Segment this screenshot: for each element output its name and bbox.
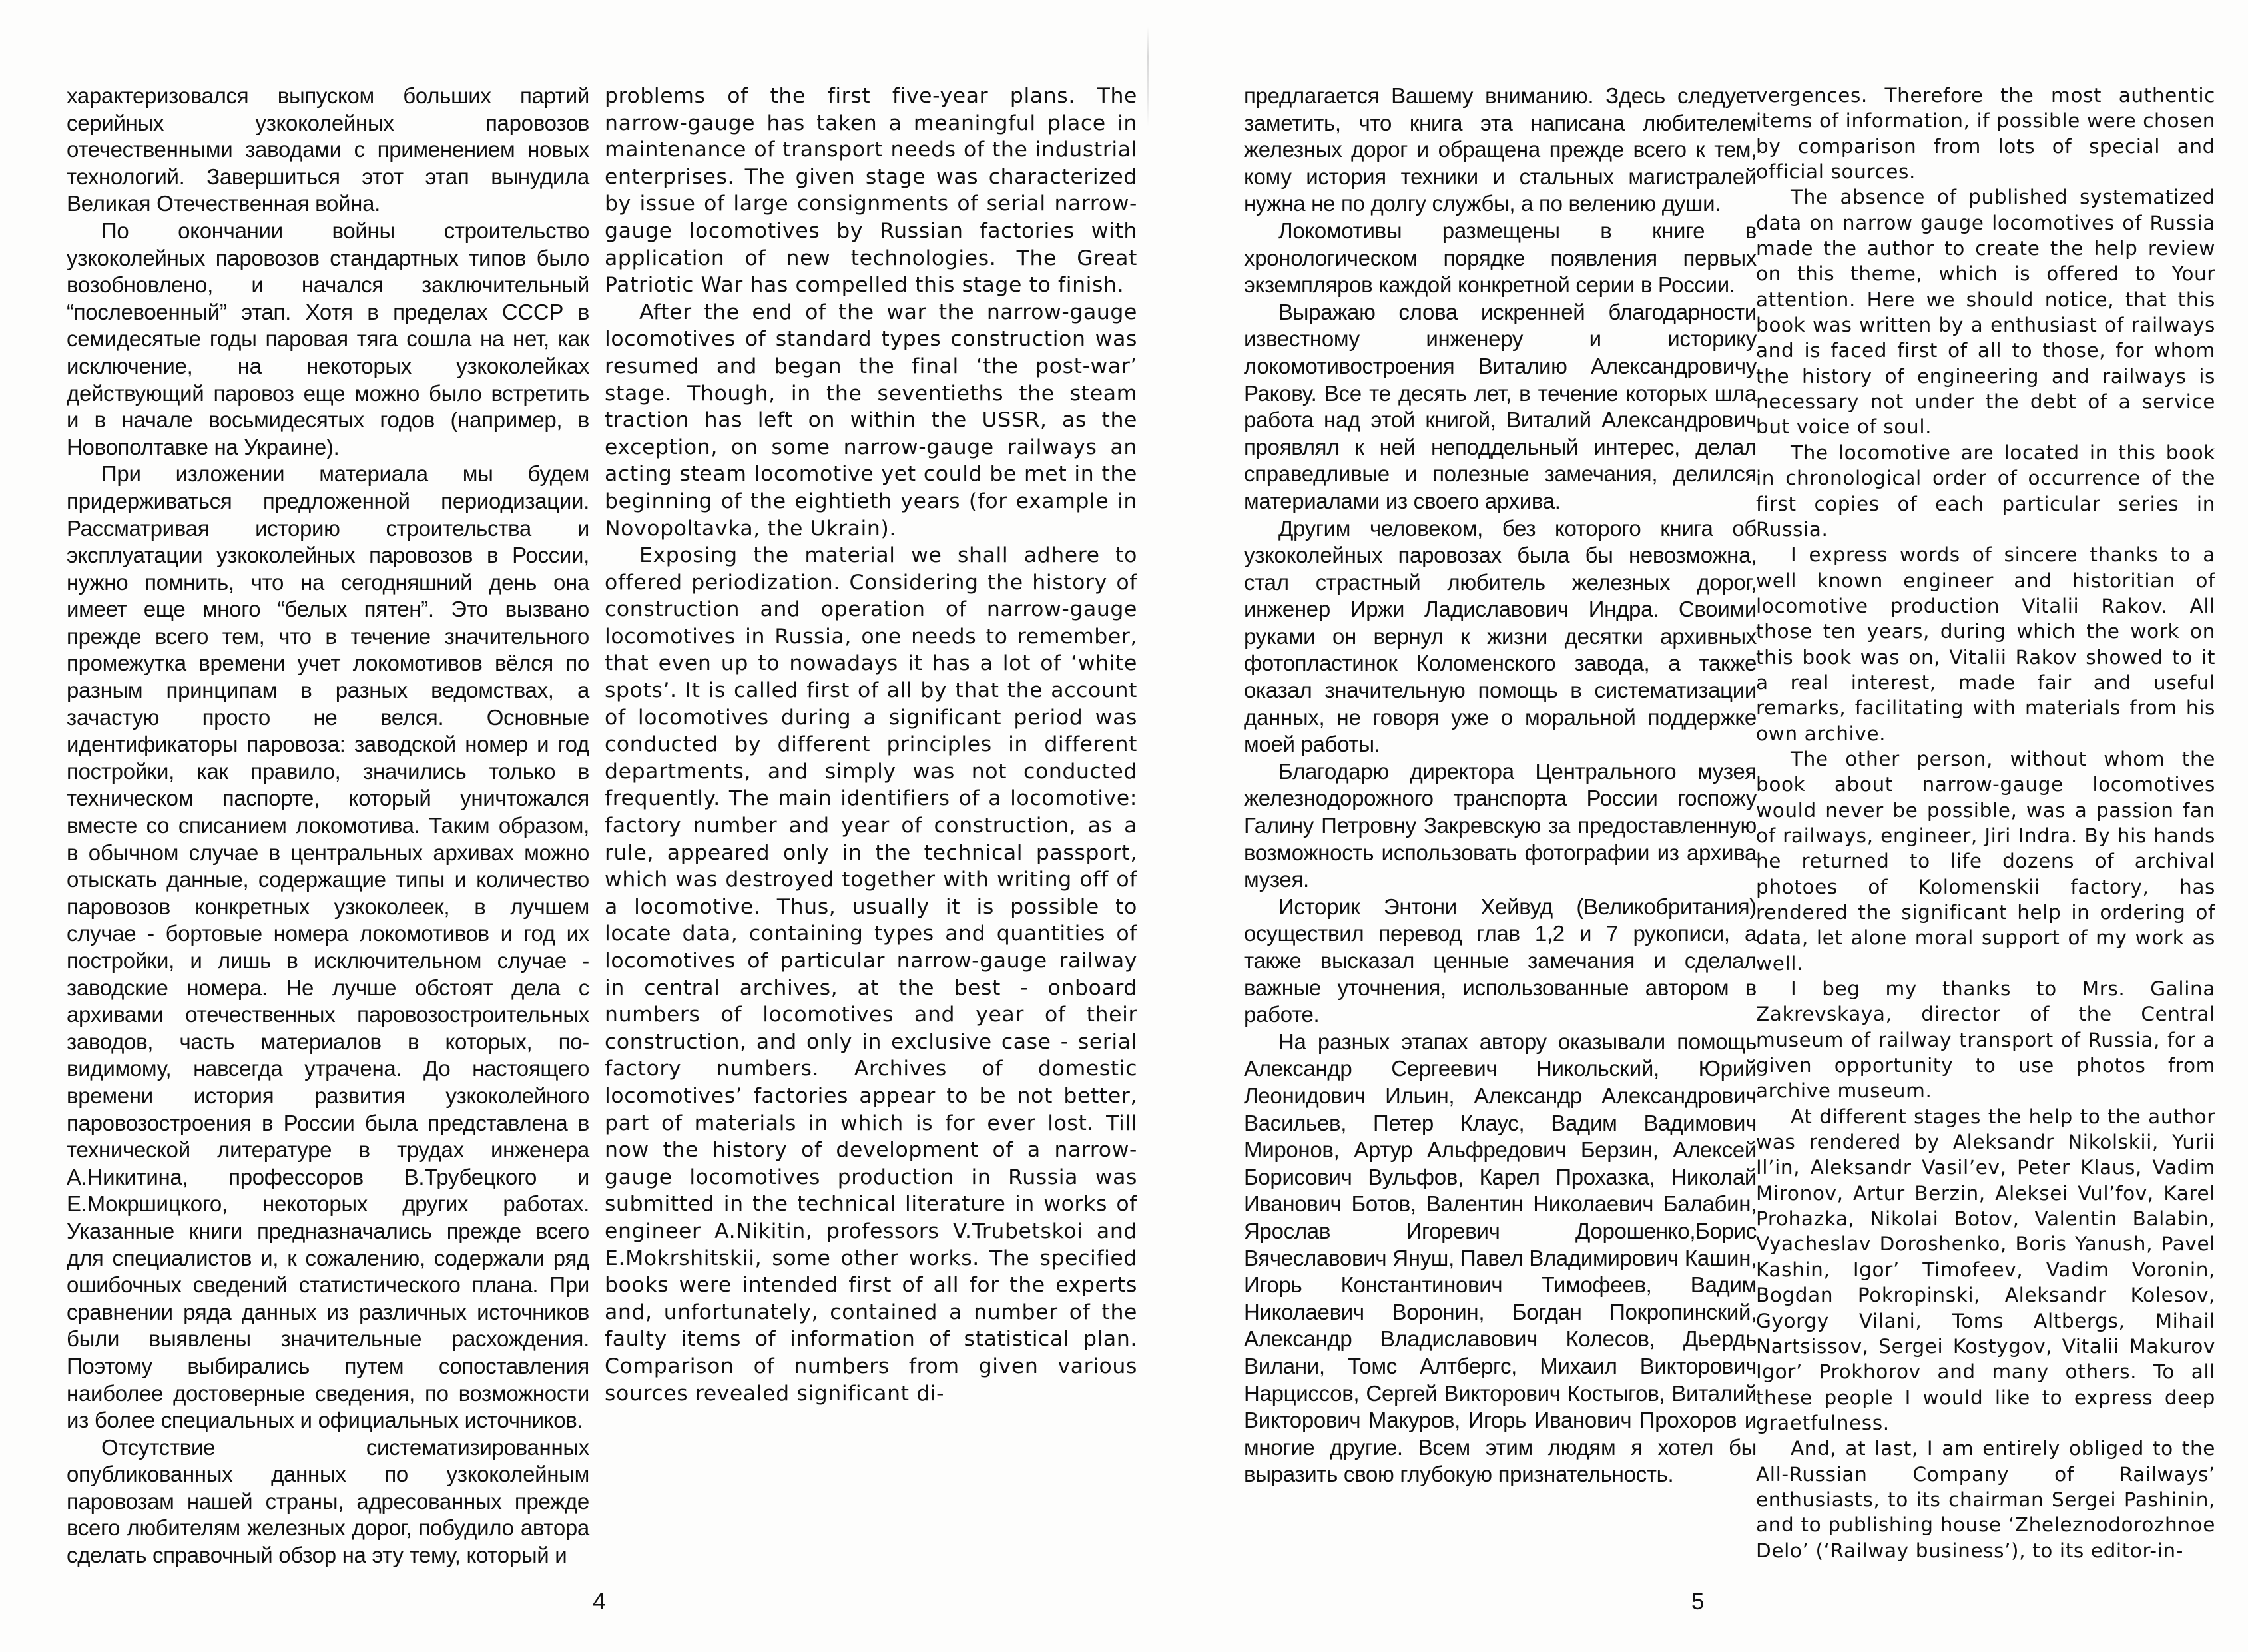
- paragraph: предлагается Вашему вниманию. Здесь следует заметить, что книга эта написана любителем железных дорог и обращена прежде всего к тем, кому история техники и стальных магистралей нужна не по долгу службы, а по велению души.: [1244, 83, 1757, 216]
- book-spine-crease: [1147, 27, 1149, 127]
- paragraph: Выражаю слова искренней благодарности известному инженеру и историку локомотивостроения Виталию Александровичу Ракову. Все те десять лет, в течение которых шла работа над этой книгой, Виталий Александрович проявлял к ней неподдельный интерес, делал справедливые и полезные замечания, делился материалами из своего архива.: [1244, 299, 1757, 513]
- paragraph: The other person, without whom the book about narrow-gauge locomotives would never be possible, was a passion fan of railways, engineer, Jiri Indra. By his hands he returned to life dozens of archival photoes of Kolomenskii factory, has rendered the significant help in ordering of data, let alone moral support of my work as well.: [1756, 747, 2215, 975]
- paragraph: Благодарю директора Центрального музея железнодорожного транспорта России госпожу Галину Петровну Закревскую за предоставленную возможность использовать фотографии из архива музея.: [1244, 758, 1757, 892]
- right-page-russian-column: [1244, 83, 1757, 1488]
- paragraph: Историк Энтони Хейвуд (Великобритания) осуществил перевод глав 1,2 и 7 рукописи, а также высказал ценные замечания и сделал важные уточнения, использованные автором в работе.: [1244, 894, 1757, 1027]
- paragraph: Локомотивы размещены в книге в хронологическом порядке появления первых экземпляров каждой конкретной серии в России.: [1244, 218, 1757, 298]
- paragraph: По окончании войны строительство узкоколейных паровозов стандартных типов было возобновлено, и начался заключительный “послевоенный” этап. Хотя в пределах СССР в семидесятые годы паровая тяга сошла на нет, как исключение, на некоторых узкоколейках действующий паровоз еще можно было встретить и в начале восьмидесятых годов (например, в Новополтавке на Украине).: [67, 218, 589, 459]
- paragraph: I express words of sincere thanks to a well known engineer and historitian of locomotive production Vitalii Rakov. All those ten years, during which the work on this book was on, Vitalii Rakov showed to it a real interest, made fair and useful remarks, facilitating with materials from his own archive.: [1756, 543, 2215, 745]
- left-page-english-column: [605, 83, 1137, 1407]
- paragraph: Exposing the material we shall adhere to offered periodization. Considering the history of construction and operation of narrow-gauge locomotives in Russia, one needs to remember, that even up to nowadays it has a lot of ‘white spots’. It is called first of all by that the account of locomotives during a significant period was conducted by different principles in different departments, and simply was not conducted frequently. The main identifiers of a locomotive: factory number and year of construction, as a rule, appeared only in the technical passport, which was destroyed together with writing off of a locomotive. Thus, usually it is possible to locate data, containing types and quantities of locomotives of particular narrow-gauge railway in central archives, at the best - onboard numbers of locomotives and year of their construction, and only in exclusive case - serial factory numbers. Archives of domestic locomotives’ factories appear to be not better, part of materials in which is for ever lost. Till now the history of development of a narrow-gauge locomotives production in Russia was submitted in the technical literature in works of engineer A.Nikitin, professors V.Trubetskoi and E.Mokrshitskii, some other works. The specified books were intended first of all for the experts and, unfortunately, contained a number of the faulty items of information of statistical plan. Comparison of numbers from given various sources revealed significant di-: [605, 543, 1137, 1406]
- paragraph: При изложении материала мы будем придерживаться предложенной периодизации. Рассматривая историю строительства и эксплуатации узкоколейных паровозов в России, нужно помнить, что на сегодняшний день она имеет еще много “белых пятен”. Это вызвано прежде всего тем, что в течение значительного промежутка времени учет локомотивов вёлся по разным принципам в разных ведомствах, а зачастую просто не велся. Основные идентификаторы паровоза: заводской номер и год постройки, как правило, значились только в техническом паспорте, который уничтожался вместе со списанием локомотива. Таким образом, в обычном случае в центральных архивах можно отыскать данные, содержащие типы и количество паровозов конкретных узкоколеек, в лучшем случае - бортовые номера локомотивов и год их постройки, и лишь в исключительном случае - заводские номера. Не лучше обстоят дела с архивами отечественных паровозостроительных заводов, часть материалов в которых, по-видимому, навсегда утрачена. До настоящего времени история развития узкоколейного паровозостроения в России была представлена в технической литературе в трудах инженера А.Никитина, профессоров В.Трубецкого и Е.Мокршицкого, некоторых других работах. Указанные книги предназначались прежде всего для специалистов и, к сожалению, содержали ряд ошибочных сведений статистического плана. При сравнении ряда данных из различных источников были выявлены значительные расхождения. Поэтому выбирались путем сопоставления наиболее достоверные сведения, по возможности из более специальных и официальных источников.: [67, 461, 589, 1433]
- paragraph: And, at last, I am entirely obliged to the All-Russian Company of Railways’ enthusiasts, to its chairman Sergei Pashinin, and to publishing house ‘Zheleznodorozhnoe Delo’ (‘Railway business’), to its editor-in-: [1756, 1437, 2215, 1562]
- paragraph: характеризовался выпуском больших партий серийных узкоколейных паровозов отечественными заводами с применением новых технологий. Завершиться этот этап вынудила Великая Отечественная война.: [67, 83, 589, 216]
- paragraph: After the end of the war the narrow-gauge locomotives of standard types construction was resumed and began the final ‘the post-war’ stage. Though, in the seventieths the steam traction has left on within the USSR, as the exception, on some narrow-gauge railways an acting steam locomotive yet could be met in the beginning of the eightieth years (for example in Novopoltavka, the Ukrain).: [605, 300, 1137, 541]
- page-number-left: 4: [593, 1589, 606, 1615]
- paragraph: vergences. Therefore the most authentic items of information, if possible were chosen by comparison from lots of special and official sources.: [1756, 84, 2215, 184]
- right-page-english-column: [1756, 83, 2215, 1563]
- paragraph: At different stages the help to the author was rendered by Aleksandr Nikolskii, Yurii Il’in, Aleksandr Vasil’ev, Peter Klaus, Vadim Mironov, Artur Berzin, Alekseі Vul’fov, Karel Prohazka, Nikolai Botov, Valentin Balabin, Vyacheslav Doroshenko, Boris Yanush, Pavel Kashin, Igor’ Timofeev, Vadim Voronin, Bogdan Pokropinski, Aleksandr Kolesov, Gyorgy Vilani, Toms Altbergs, Mihail Nartsissov, Sergei Kostygov, Vitalii Makurov Igor’ Prokhorov and many others. To all these people I would like to express deep graetfulness.: [1756, 1105, 2215, 1434]
- paragraph: I beg my thanks to Mrs. Galina Zakrevskaya, director of the Central museum of railway transport of Russia, for a given opportunity to use photos from archive museum.: [1756, 977, 2215, 1103]
- page-number-right: 5: [1691, 1589, 1705, 1615]
- paragraph: Другим человеком, без которого книга об узкоколейных паровозах была бы невозможна, стал страстный любитель железных дорог, инженер Иржи Ладиславович Индра. Своими руками он вернул к жизни десятки архивных фотопластинок Коломенского завода, а также оказал значительную помощь в систематизации данных, не говоря уже о моральной поддержке моей работы.: [1244, 515, 1757, 757]
- paragraph: На разных этапах автору оказывали помощь Александр Сергеевич Никольский, Юрий Леонидович Ильин, Александр Александрович Васильев, Петер Клаус, Вадим Вадимович Миронов, Артур Альфредович Берзин, Алексей Борисович Вульфов, Карел Прохазка, Николай Иванович Ботов, Валентин Николаевич Балабин, Ярослав Игоревич Дорошенко,Борис Вячеславович Януш, Павел Владимирович Кашин, Игорь Константинович Тимофеев, Вадим Николаевич Воронин, Богдан Покропинский, Александр Владиславович Колесов, Дьердь Вилани, Томс Алтбергс, Михаил Викторович Нарциссов, Сергей Викторович Костыгов, Виталий Викторович Макуров, Игорь Иванович Прохоров и многие другие. Всем этим людям я хотел бы выразить свою глубокую признательность.: [1244, 1029, 1757, 1487]
- paragraph: Отсутствие систематизированных опубликованных данных по узкоколейным паровозам нашей страны, адресованных прежде всего любителям железных дорог, побудило автора сделать справочный обзор на эту тему, который и: [67, 1434, 589, 1568]
- paragraph: problems of the first five-year plans. The narrow-gauge has taken a meaningful place in maintenance of transport needs of the industrial enterprises. The given stage was characterized by issue of large consignments of serial narrow-gauge locomotives by Russian factories with application of new technologies. The Great Patriotic War has compelled this stage to finish.: [605, 84, 1137, 298]
- left-page-russian-column: [67, 83, 589, 1569]
- paragraph: The locomotive are located in this book in chronological order of occurrence of the first copies of each particular series in Russia.: [1756, 441, 2215, 541]
- paragraph: The absence of published systematized data on narrow gauge locomotives of Russia made the author to create the help review on this theme, which is offered to Your attention. Here we should notice, that this book was written by a enthusiast of railways and is faced first of all to those, for whom the history of engineering and railways is necessary not under the debt of a service but voice of soul.: [1756, 186, 2215, 439]
